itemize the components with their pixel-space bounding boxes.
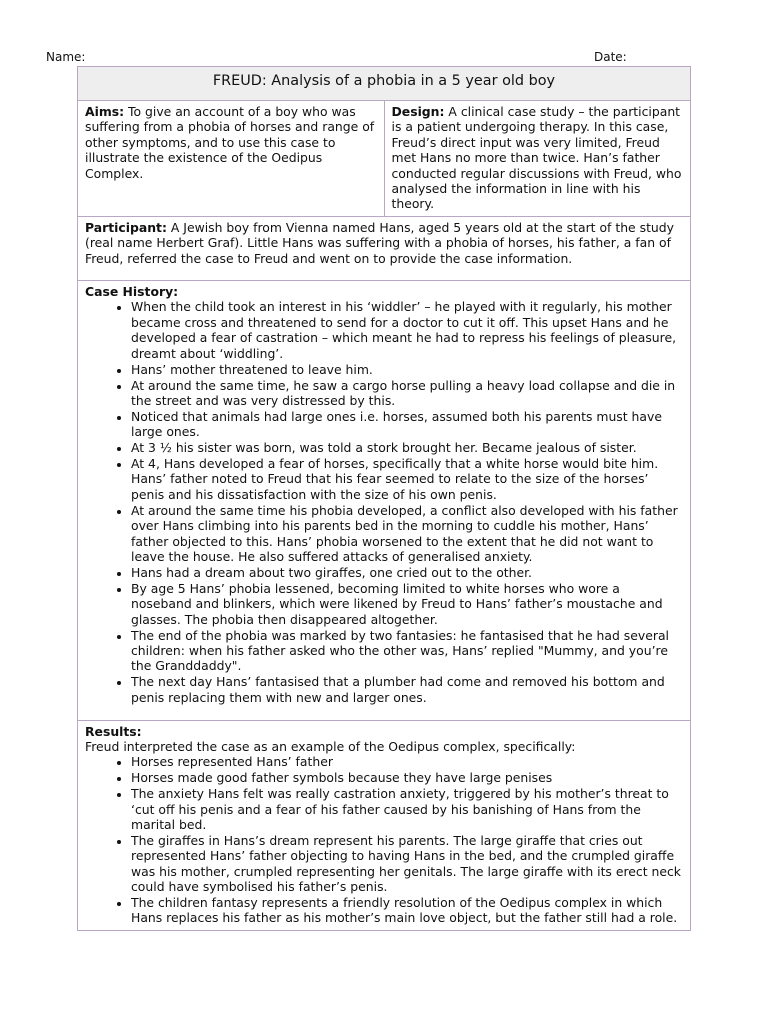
case-history-cell: [78, 281, 691, 720]
list-item: • The children fantasy represents a friendly resolution of the Oedipus complex in which Hans replaces his father as his mother’s main love object, but the father still had a role.: [131, 895, 684, 926]
aims-text: To give an account of a boy who was suffering from a phobia of horses and range of other symptoms, and to use this case to illustrate the existence of the Oedipus Complex.: [85, 104, 375, 181]
case-study-table: [77, 66, 691, 931]
results-list: [85, 754, 684, 925]
participant-cell: [78, 216, 691, 280]
participant-label: Participant:: [85, 219, 167, 235]
list-item: • Noticed that animals had large ones i.e. horses, assumed both his parents must have large ones.: [131, 409, 684, 440]
list-item: • Hans’ mother threatened to leave him.: [131, 362, 684, 377]
list-item: • The anxiety Hans felt was really castration anxiety, triggered by his mother’s threat to ‘cut off his penis and a fear of his father caused by his banishing of Hans from the marital bed.: [131, 786, 684, 832]
list-item: • At around the same time, he saw a cargo horse pulling a heavy load collapse and die in the street and was very distressed by this.: [131, 378, 684, 409]
document-title: FREUD: Analysis of a phobia in a 5 year old boy: [78, 67, 691, 101]
results-label: Results:: [85, 723, 142, 739]
name-label: Name:: [46, 50, 86, 64]
participant-text: A Jewish boy from Vienna named Hans, aged 5 years old at the start of the study (real name Herbert Graf). Little Hans was suffering with a phobia of horses, his father, a fan of Freud, referred the case to Freud and went on to provide the case information.: [85, 219, 674, 266]
design-cell: [384, 101, 691, 217]
list-item: • At 4, Hans developed a fear of horses, specifically that a white horse would bite him. Hans’ father noted to Freud that his fear seemed to relate to the size of the horses’ penis and his dissatisfaction with the size of his own penis.: [131, 456, 684, 502]
list-item: • Horses made good father symbols because they have large penises: [131, 770, 684, 785]
design-label: Design:: [391, 104, 445, 119]
list-item: • At around the same time his phobia developed, a conflict also developed with his father over Hans climbing into his parents bed in the morning to cuddle his mother, Hans’ father objected to this. Hans’ phobia worsened to the extent that he did not want to leave the house. He also suffered attacks of generalised anxiety.: [131, 503, 684, 565]
list-item: • The next day Hans’ fantasised that a plumber had come and removed his bottom and penis replacing them with new and larger ones.: [131, 674, 684, 705]
list-item: • Horses represented Hans’ father: [131, 754, 684, 769]
list-item: • By age 5 Hans’ phobia lessened, becoming limited to white horses who wore a noseband and blinkers, which were likened by Freud to Hans’ father’s moustache and glasses. The phobia then disappeared altogether.: [131, 581, 684, 627]
aims-cell: [78, 101, 385, 217]
list-item: • At 3 ½ his sister was born, was told a stork brought her. Became jealous of sister.: [131, 440, 684, 455]
aims-label: Aims:: [85, 104, 125, 119]
results-intro: Freud interpreted the case as an example of the Oedipus complex, specifically:: [85, 738, 576, 754]
date-label: Date:: [594, 50, 627, 64]
list-item: • Hans had a dream about two giraffes, one cried out to the other.: [131, 565, 684, 580]
list-item: • The end of the phobia was marked by two fantasies: he fantasised that he had several children: when his father asked who the other was, Hans’ replied "Mummy, and you’re the Granddaddy".: [131, 628, 684, 674]
list-item: • When the child took an interest in his ‘widdler’ – he played with it regularly, his mother became cross and threatened to send for a doctor to cut it off. This upset Hans and he developed a fear of castration – which meant he had to repress his feelings of pleasure, dreamt about ‘widdling’.: [131, 299, 684, 361]
design-text: A clinical case study – the participant is a patient undergoing therapy. In this case, Freud’s direct input was very limited, Freud met Hans no more than twice. Han’s father conducted regular discussions with Freud, who analysed the information in line with his theory.: [391, 104, 682, 212]
case-history-label: Case History:: [85, 284, 179, 300]
results-cell: [78, 720, 691, 931]
case-history-list: [85, 299, 684, 705]
list-item: • The giraffes in Hans’s dream represent his parents. The large giraffe that cries out represented Hans’ father objecting to having Hans in the bed, and the crumpled giraffe was his mother, crumpled representing her genitals. The large giraffe with its erect neck could have symbolised his father’s penis.: [131, 833, 684, 895]
